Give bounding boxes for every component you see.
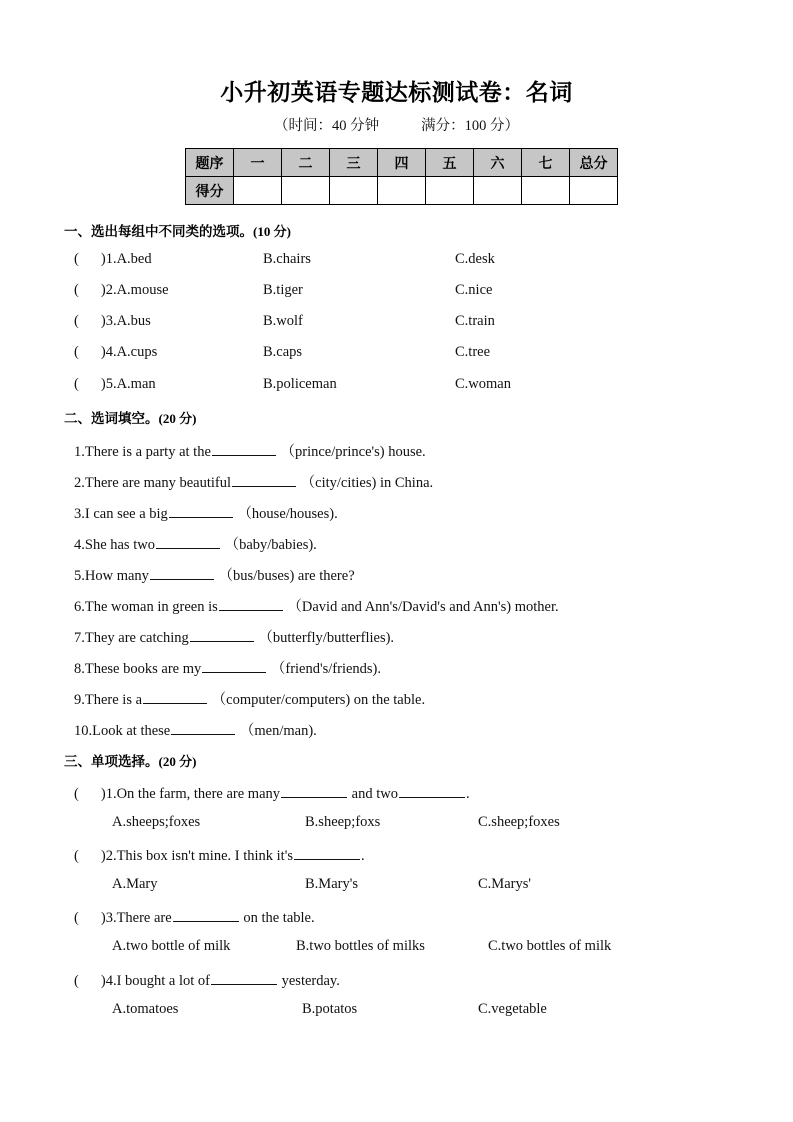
bracket-open: (: [74, 251, 79, 267]
q3-2-option-b[interactable]: B.Mary's: [305, 876, 358, 892]
q2-4: [74, 533, 317, 554]
bracket-close: ): [100, 313, 106, 329]
score-table-col-7: 七: [522, 149, 570, 177]
q2-10-post: （men/man).: [239, 723, 317, 739]
bracket-open: (: [74, 344, 79, 360]
q1-2-option-c[interactable]: C.nice: [455, 282, 493, 298]
q1-1-option-c[interactable]: C.desk: [455, 251, 495, 267]
q2-3: [74, 502, 338, 523]
q3-1-blank-2[interactable]: [399, 783, 465, 798]
q2-4-blank[interactable]: [156, 534, 220, 549]
q3-2-stem-post: .: [360, 847, 365, 864]
score-cell-6[interactable]: [474, 177, 522, 205]
score-cell-4[interactable]: [378, 177, 426, 205]
q1-3-option-b[interactable]: B.wolf: [263, 313, 303, 329]
q3-2-option-c[interactable]: C.Marys': [478, 876, 531, 892]
answer-bracket-1-3[interactable]: [74, 313, 151, 330]
q2-6-pre: 6.The woman in green is: [74, 599, 218, 615]
q1-4-option-b[interactable]: B.caps: [263, 344, 303, 360]
q2-3-post: （house/houses).: [237, 506, 338, 522]
section-3-points: (20 分): [158, 754, 197, 769]
answer-bracket-1-4[interactable]: [74, 344, 157, 361]
q3-4-option-b[interactable]: B.potatos: [302, 1001, 358, 1017]
q1-2-option-b[interactable]: B.tiger: [263, 282, 303, 298]
table-row-scores: [186, 177, 618, 205]
q2-8-post: （friend's/friends).: [270, 661, 381, 677]
q3-1-blank-1[interactable]: [281, 783, 347, 798]
q3-3-option-a[interactable]: A.two bottle of milk: [112, 938, 231, 954]
q2-10: [74, 719, 317, 740]
score-cell-1[interactable]: [234, 177, 282, 205]
q2-8-pre: 8.These books are my: [74, 661, 202, 677]
score-table: [185, 148, 618, 205]
q2-8-blank[interactable]: [202, 658, 266, 673]
q3-2-blank-1[interactable]: [294, 845, 360, 860]
score-cell-total[interactable]: [570, 177, 618, 205]
q3-1-option-a[interactable]: A.sheeps;foxes: [112, 814, 201, 830]
q2-1-post: （prince/prince's) house.: [280, 444, 426, 460]
table-row-header: [186, 149, 618, 177]
bracket-close: ): [100, 909, 106, 926]
q1-2-stem: 2.A.mouse: [105, 282, 169, 298]
q1-1-stem: 1.A.bed: [105, 251, 152, 267]
answer-bracket-3-3[interactable]: [74, 907, 315, 927]
q2-6: [74, 595, 559, 616]
bracket-close: ): [100, 972, 106, 989]
bracket-close: ): [100, 344, 106, 360]
score-cell-5[interactable]: [426, 177, 474, 205]
bracket-close: ): [100, 251, 106, 267]
q3-1-stem-pre: 1.On the farm, there are many: [105, 785, 281, 802]
q2-3-pre: 3.I can see a big: [74, 506, 168, 522]
section-1-points: (10 分): [253, 224, 291, 239]
q3-2-stem-pre: 2.This box isn't mine. I think it's: [105, 847, 293, 864]
q2-2-blank[interactable]: [232, 472, 296, 487]
q2-6-post: （David and Ann's/David's and Ann's) mother.: [287, 599, 559, 615]
q2-10-pre: 10.Look at these: [74, 723, 171, 739]
q3-3-option-c[interactable]: C.two bottles of milk: [488, 938, 612, 954]
score-table-col-5: 五: [426, 149, 474, 177]
answer-bracket-1-2[interactable]: [74, 282, 169, 299]
q3-3-stem-mid: on the table.: [243, 909, 315, 926]
section-1-title: 一、选出每组中不同类的选项。: [64, 224, 253, 240]
score-cell-2[interactable]: [282, 177, 330, 205]
q3-1-option-b[interactable]: B.sheep;foxs: [305, 814, 381, 830]
q2-2-post: （city/cities) in China.: [300, 475, 434, 491]
q2-8: [74, 657, 381, 678]
page-title: 小升初英语专题达标测试卷：名词: [220, 80, 573, 106]
score-table-col-4: 四: [378, 149, 426, 177]
q1-3-stem: 3.A.bus: [105, 313, 151, 329]
score-table-col-2: 二: [282, 149, 330, 177]
bracket-close: ): [100, 282, 106, 298]
q1-5-option-b[interactable]: B.policeman: [263, 376, 337, 392]
q1-3-option-c[interactable]: C.train: [455, 313, 495, 329]
q2-4-pre: 4.She has two: [74, 537, 155, 553]
bracket-open: (: [74, 313, 79, 329]
exam-duration: （时间：40 分钟: [274, 118, 380, 134]
q3-4-stem-mid: yesterday.: [281, 972, 340, 989]
answer-bracket-1-1[interactable]: [74, 251, 152, 268]
answer-bracket-3-1[interactable]: [74, 783, 470, 803]
score-table-col-3: 三: [330, 149, 378, 177]
q2-1: [74, 440, 426, 461]
answer-bracket-3-2[interactable]: [74, 845, 365, 865]
q3-3-blank-1[interactable]: [173, 907, 239, 922]
q2-5-post: （bus/buses) are there?: [218, 568, 355, 584]
q2-1-blank[interactable]: [212, 441, 276, 456]
q2-7-pre: 7.They are catching: [74, 630, 189, 646]
q3-1-option-c[interactable]: C.sheep;foxes: [478, 814, 560, 830]
bracket-close: ): [100, 376, 106, 392]
answer-bracket-1-5[interactable]: [74, 376, 156, 393]
q1-1-option-b[interactable]: B.chairs: [263, 251, 311, 267]
q2-4-post: （baby/babies).: [224, 537, 317, 553]
q1-4-stem: 4.A.cups: [105, 344, 158, 360]
q2-9: [74, 688, 425, 709]
q2-7-blank[interactable]: [190, 627, 254, 642]
q3-2-option-a[interactable]: A.Mary: [112, 876, 158, 892]
section-3-title: 三、单项选择。: [64, 754, 159, 770]
score-cell-3[interactable]: [330, 177, 378, 205]
q1-5-stem: 5.A.man: [105, 376, 156, 392]
bracket-open: (: [74, 909, 79, 926]
q2-2-pre: 2.There are many beautiful: [74, 475, 232, 491]
bracket-open: (: [74, 785, 79, 802]
q3-4-option-a[interactable]: A.tomatoes: [112, 1001, 179, 1017]
q2-7: [74, 626, 394, 647]
section-2-points: (20 分): [158, 411, 197, 426]
q2-9-pre: 9.There is a: [74, 692, 143, 708]
bracket-close: ): [100, 785, 106, 802]
score-table-col-total: 总分: [570, 149, 618, 177]
bracket-open: (: [74, 376, 79, 392]
q2-9-blank[interactable]: [143, 689, 207, 704]
q3-1-stem-post: .: [465, 785, 470, 802]
q2-5: [74, 564, 355, 585]
q3-4-stem-pre: 4.I bought a lot of: [105, 972, 210, 989]
exam-total-score: 满分：100 分）: [421, 118, 519, 134]
score-table-col-6: 六: [474, 149, 522, 177]
bracket-open: (: [74, 847, 79, 864]
answer-bracket-3-4[interactable]: [74, 970, 340, 990]
q2-5-pre: 5.How many: [74, 568, 149, 584]
q2-3-blank[interactable]: [169, 503, 233, 518]
section-2-title: 二、选词填空。: [64, 411, 159, 427]
bracket-close: ): [100, 847, 106, 864]
q3-1-stem-mid: and two: [351, 785, 398, 802]
bracket-open: (: [74, 972, 79, 989]
q3-4-blank-1[interactable]: [211, 970, 277, 985]
q2-7-post: （butterfly/butterflies).: [258, 630, 395, 646]
q2-1-pre: 1.There is a party at the: [74, 444, 211, 460]
q2-6-blank[interactable]: [219, 596, 283, 611]
section-1-heading: [64, 220, 291, 240]
score-table-row-label-score: 得分: [186, 177, 234, 205]
section-2-heading: [64, 407, 196, 427]
score-cell-7[interactable]: [522, 177, 570, 205]
q2-5-blank[interactable]: [150, 565, 214, 580]
score-table-row-label: 题序: [186, 149, 234, 177]
exam-meta: [0, 114, 793, 135]
bracket-open: (: [74, 282, 79, 298]
q2-9-post: （computer/computers) on the table.: [211, 692, 426, 708]
q1-4-option-c[interactable]: C.tree: [455, 344, 491, 360]
q1-5-option-c[interactable]: C.woman: [455, 376, 511, 392]
q2-2: [74, 471, 433, 492]
score-table-col-1: 一: [234, 149, 282, 177]
q3-4-option-c[interactable]: C.vegetable: [478, 1001, 547, 1017]
q3-3-option-b[interactable]: B.two bottles of milks: [296, 938, 425, 954]
section-3-heading: [64, 750, 196, 770]
q3-3-stem-pre: 3.There are: [105, 909, 172, 926]
q2-10-blank[interactable]: [171, 720, 235, 735]
